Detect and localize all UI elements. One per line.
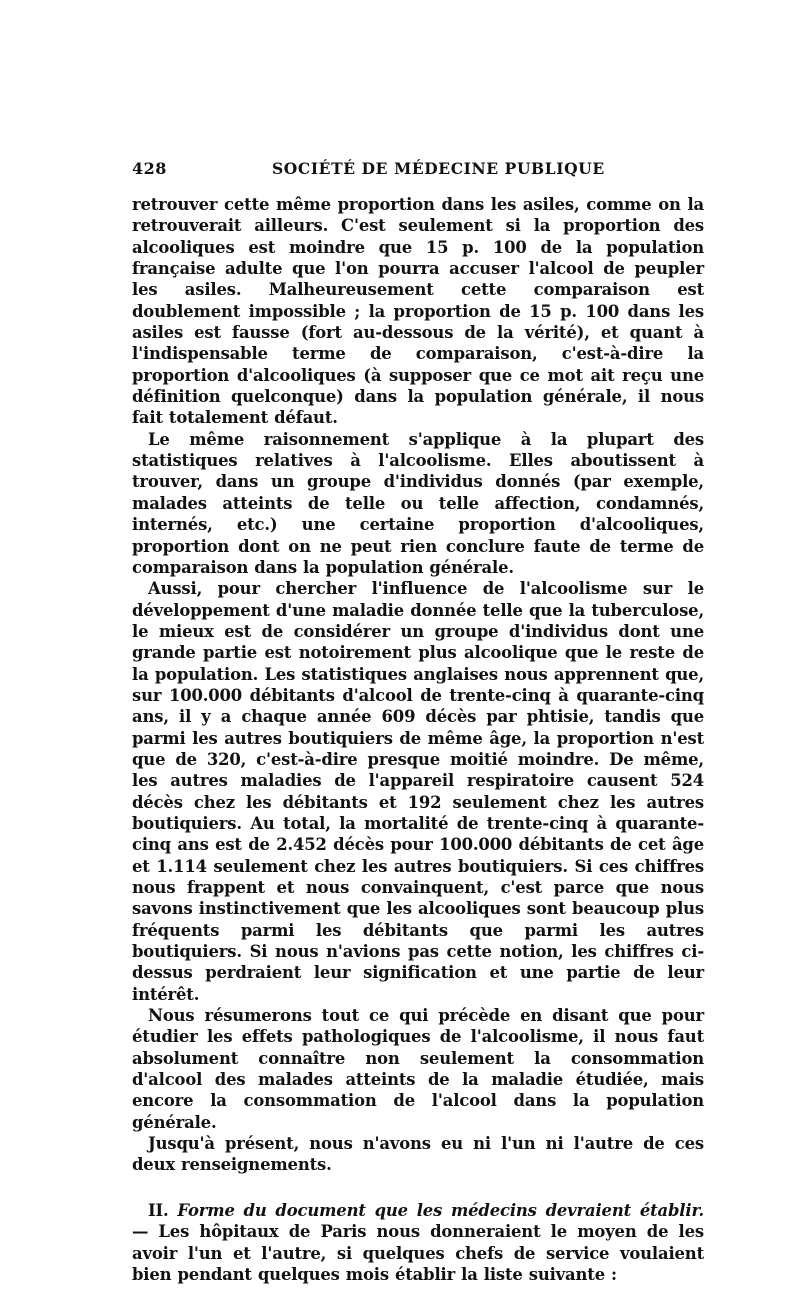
journal-title: SOCIÉTÉ DE MÉDECINE PUBLIQUE — [272, 159, 605, 178]
section-title: Forme du document que les médecins devraient établir. — [177, 1200, 704, 1220]
paragraph-reasoning: Le même raisonnement s'applique à la plupart des statistiques relatives à l'alcoolisme. Elles aboutissent à trouver, dans un groupe d'individus donnés (par exemple, malades atteints de telle ou telle affection, condamnés, internés, etc.) une certaine proportion d'alcooliques, proportion dont on ne peut rien conclure faute de terme de comparaison dans la population générale. — [132, 429, 704, 577]
paragraph-continuation: retrouver cette même proportion dans les asiles, comme on la retrouverait ailleurs. C'est seulement si la proportion des alcooliques est moindre que 15 p. 100 de la population française adulte que l'on pourra accuser l'alcool de peupler les asiles. Malheureusement cette comparaison est doublement impossible ; la proportion de 15 p. 100 dans les asiles est fausse (fort au-dessous de la vérité), et quant à l'indispensable terme de comparaison, c'est-à-dire la proportion d'alcooliques (à supposer que ce mot ait reçu une définition quelconque) dans la population générale, il nous fait totalement défaut. — [132, 195, 704, 428]
paragraph-statistics: Aussi, pour chercher l'influence de l'alcoolisme sur le développement d'une maladie donnée telle que la tuberculose, le mieux est de considérer un groupe d'individus dont une grande partie est notoirement plus alcoolique que le reste de la population. Les statistiques anglaises nous apprennent que, sur 100.000 débitants d'alcool de trente-cinq à quarante-cinq ans, il y a chaque année 609 décès par phtisie, tandis que parmi les autres boutiquiers de même âge, la proportion n'est que de 320, c'est-à-dire presque moitié moindre. De même, les autres maladies de l'appareil respiratoire causent 524 décès chez les débitants et 192 seulement chez les autres boutiquiers. Au total, la mortalité de trente-cinq à quarante-cinq ans est de 2.452 décès pour 100.000 débitants de cet âge et 1.114 seulement chez les autres boutiquiers. Si ces chiffres nous frappent et nous convainquent, c'est parce que nous savons instinctivement que les alcooliques sont beaucoup plus fréquents parmi les débitants que parmi les autres boutiquiers. Si nous n'avions pas cette notion, les chiffres ci-dessus perdraient leur signification et une partie de leur intérêt. — [132, 579, 704, 1004]
page-number: 428 — [132, 159, 167, 178]
section-text: — Les hôpitaux de Paris nous donneraient le moyen de les avoir l'un et l'autre, si quelques chefs de service voulaient bien pendant quelques mois établir la liste suivante : — [132, 1222, 704, 1284]
running-header — [132, 159, 704, 183]
paragraph-summary: Nous résumerons tout ce qui précède en disant que pour étudier les effets pathologiques de l'alcoolisme, il nous faut absolument connaître non seulement la consommation d'alcool des malades atteints de la maladie étudiée, mais encore la consommation de l'alcool dans la population générale. — [132, 1006, 704, 1132]
section-number: II. — [148, 1200, 169, 1220]
paragraph-conclusion: Jusqu'à présent, nous n'avons eu ni l'un ni l'autre de ces deux renseignements. — [132, 1134, 704, 1175]
body-text — [132, 194, 704, 1285]
section-paragraph — [132, 1200, 704, 1285]
section-spacer — [132, 1176, 704, 1200]
